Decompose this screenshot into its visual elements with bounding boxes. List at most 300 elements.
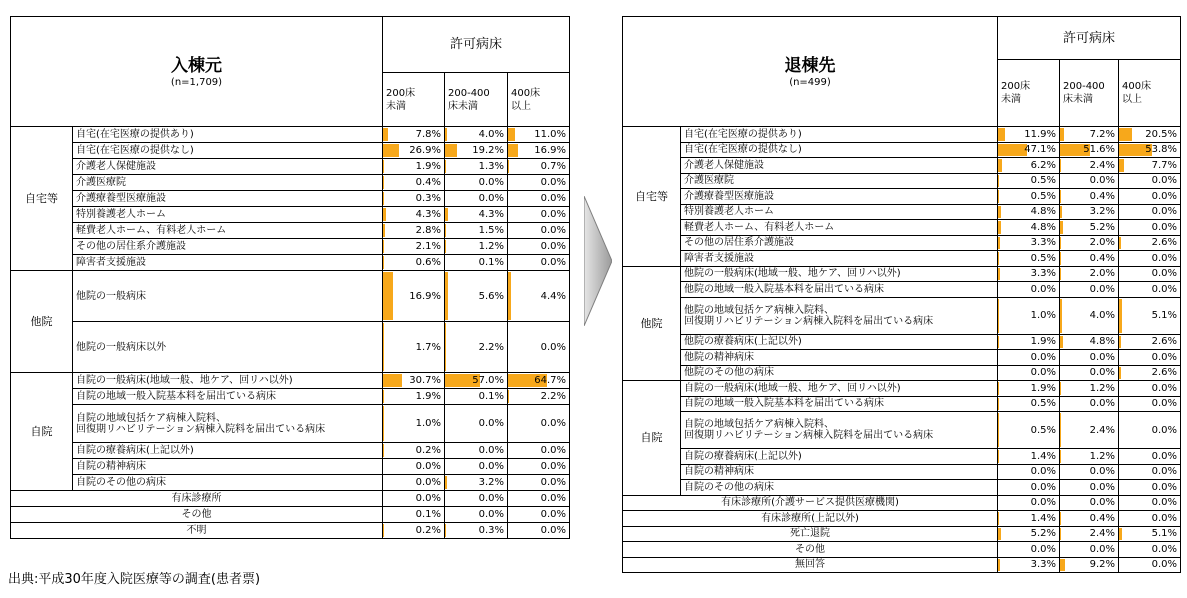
value-cell bbox=[383, 255, 445, 271]
value-cell bbox=[1060, 220, 1119, 236]
value-cell bbox=[1119, 235, 1181, 251]
value-bar bbox=[1060, 237, 1061, 250]
value-bar bbox=[1060, 336, 1063, 349]
value-text: 0.0% bbox=[415, 461, 441, 472]
value-bar bbox=[1119, 159, 1124, 172]
value-text: 19.2% bbox=[472, 145, 504, 156]
table-row bbox=[623, 412, 1181, 449]
row-label: 他院の一般病床以外 bbox=[73, 322, 383, 373]
value-text: 0.0% bbox=[540, 225, 566, 236]
value-cell bbox=[998, 350, 1060, 366]
value-cell bbox=[1119, 542, 1181, 558]
value-cell bbox=[383, 405, 445, 443]
value-cell bbox=[383, 389, 445, 405]
value-bar bbox=[383, 208, 386, 221]
value-cell bbox=[508, 459, 570, 475]
value-cell bbox=[998, 495, 1060, 511]
row-label: 他院の一般病床(地域一般、地ケア、回リハ以外) bbox=[681, 266, 998, 282]
row-label: 自宅(在宅医療の提供あり) bbox=[681, 127, 998, 143]
value-cell bbox=[1119, 282, 1181, 298]
row-label: 障害者支援施設 bbox=[73, 255, 383, 271]
value-bar bbox=[998, 559, 1000, 572]
value-text: 0.5% bbox=[1030, 175, 1056, 187]
value-cell bbox=[998, 396, 1060, 412]
row-label: 自院の療養病床(上記以外) bbox=[73, 443, 383, 459]
value-bar bbox=[998, 450, 999, 463]
row-label: 無回答 bbox=[623, 557, 998, 573]
value-cell bbox=[383, 507, 445, 523]
value-cell bbox=[1119, 381, 1181, 397]
value-cell bbox=[1060, 480, 1119, 496]
value-text: 0.0% bbox=[540, 418, 566, 429]
value-text: 1.3% bbox=[478, 161, 504, 172]
value-cell bbox=[383, 127, 445, 143]
value-text: 1.5% bbox=[478, 225, 504, 236]
table-row bbox=[11, 443, 570, 459]
value-bar bbox=[383, 390, 384, 403]
value-cell bbox=[998, 557, 1060, 573]
value-bar bbox=[1119, 367, 1121, 380]
table-row bbox=[11, 143, 570, 159]
value-cell bbox=[508, 475, 570, 491]
row-label: 介護医療院 bbox=[681, 173, 998, 189]
table-row bbox=[11, 239, 570, 255]
value-text: 11.0% bbox=[534, 129, 566, 140]
value-text: 0.0% bbox=[1089, 367, 1115, 379]
value-cell bbox=[383, 491, 445, 507]
value-text: 4.0% bbox=[1089, 310, 1115, 321]
value-bar bbox=[445, 323, 446, 371]
inflow-header bbox=[11, 17, 383, 127]
value-cell bbox=[508, 322, 570, 373]
value-text: 0.7% bbox=[540, 161, 566, 172]
value-bar bbox=[1060, 528, 1061, 541]
value-cell bbox=[1060, 235, 1119, 251]
value-text: 2.2% bbox=[478, 341, 504, 353]
value-cell bbox=[383, 223, 445, 239]
value-cell bbox=[508, 127, 570, 143]
value-text: 1.9% bbox=[1030, 336, 1056, 348]
value-text: 1.4% bbox=[1030, 512, 1056, 524]
row-label: 有床診療所(上記以外) bbox=[623, 511, 998, 527]
row-label: 軽費老人ホーム、有料老人ホーム bbox=[73, 223, 383, 239]
value-text: 4.3% bbox=[415, 209, 441, 220]
value-text: 0.0% bbox=[1089, 398, 1115, 410]
inflow-title: 入棟元 bbox=[171, 56, 222, 76]
value-cell bbox=[1119, 297, 1181, 334]
value-cell bbox=[1060, 526, 1119, 542]
value-cell bbox=[1119, 449, 1181, 465]
value-bar bbox=[998, 128, 1005, 141]
value-text: 4.4% bbox=[540, 290, 566, 302]
value-cell bbox=[445, 191, 508, 207]
value-cell bbox=[998, 297, 1060, 334]
value-text: 0.0% bbox=[1151, 466, 1177, 478]
value-text: 5.2% bbox=[1089, 221, 1115, 233]
value-text: 0.0% bbox=[478, 509, 504, 520]
source-note: 出典:平成30年度入院医療等の調査(患者票) bbox=[8, 572, 261, 587]
outflow-col-2: 200-400 床未満 bbox=[1060, 60, 1119, 127]
value-cell bbox=[383, 191, 445, 207]
value-text: 0.2% bbox=[415, 445, 441, 456]
outflow-col-1: 200床 未満 bbox=[998, 60, 1060, 127]
row-label: 自院の精神病床 bbox=[73, 459, 383, 475]
row-label: 自院の地域一般入院基本料を届出ている病床 bbox=[73, 389, 383, 405]
value-cell bbox=[508, 255, 570, 271]
value-bar bbox=[508, 128, 515, 141]
value-cell bbox=[998, 127, 1060, 143]
row-label: 他院の地域一般入院基本料を届出ている病床 bbox=[681, 282, 998, 298]
value-text: 1.9% bbox=[415, 161, 441, 172]
value-text: 3.3% bbox=[1030, 237, 1056, 249]
value-text: 4.8% bbox=[1030, 221, 1056, 233]
value-text: 47.1% bbox=[1024, 144, 1056, 156]
value-cell bbox=[1119, 251, 1181, 267]
table-row bbox=[11, 389, 570, 405]
table-row bbox=[11, 523, 570, 539]
value-cell bbox=[1060, 511, 1119, 527]
table-row bbox=[11, 459, 570, 475]
value-cell bbox=[383, 475, 445, 491]
value-cell bbox=[1060, 464, 1119, 480]
group-label: 自宅等 bbox=[11, 127, 73, 271]
row-label: 特別養護老人ホーム bbox=[73, 207, 383, 223]
value-bar bbox=[383, 272, 393, 320]
inflow-n: (n=1,709) bbox=[170, 77, 223, 88]
value-cell bbox=[445, 223, 508, 239]
value-cell bbox=[383, 373, 445, 389]
value-cell bbox=[998, 251, 1060, 267]
value-text: 53.8% bbox=[1145, 144, 1177, 156]
value-cell bbox=[445, 507, 508, 523]
value-text: 0.0% bbox=[1151, 424, 1177, 436]
table-row bbox=[11, 175, 570, 191]
value-text: 11.9% bbox=[1024, 128, 1056, 140]
value-cell bbox=[1119, 526, 1181, 542]
value-cell bbox=[445, 143, 508, 159]
value-cell bbox=[508, 405, 570, 443]
value-bar bbox=[383, 240, 384, 253]
value-text: 3.3% bbox=[1030, 268, 1056, 280]
value-cell bbox=[998, 266, 1060, 282]
outflow-header bbox=[623, 17, 998, 127]
value-bar bbox=[1119, 237, 1121, 250]
value-cell bbox=[445, 159, 508, 175]
value-text: 5.1% bbox=[1151, 310, 1177, 321]
value-bar bbox=[998, 159, 1002, 172]
value-cell bbox=[508, 223, 570, 239]
table-row bbox=[623, 542, 1181, 558]
value-text: 3.3% bbox=[1030, 559, 1056, 571]
value-bar bbox=[445, 128, 447, 141]
arrow-icon bbox=[584, 196, 612, 326]
value-bar bbox=[1060, 382, 1061, 395]
value-bar bbox=[383, 323, 384, 371]
value-cell bbox=[508, 271, 570, 322]
value-cell bbox=[383, 322, 445, 373]
row-label: 自院のその他の病床 bbox=[681, 480, 998, 496]
value-text: 0.0% bbox=[1089, 481, 1115, 493]
value-cell bbox=[1119, 480, 1181, 496]
value-text: 0.5% bbox=[1030, 190, 1056, 202]
value-text: 0.0% bbox=[540, 209, 566, 220]
value-cell bbox=[1060, 282, 1119, 298]
value-text: 64.7% bbox=[534, 375, 566, 386]
value-bar bbox=[383, 224, 385, 237]
row-label: 介護療養型医療施設 bbox=[73, 191, 383, 207]
table-row bbox=[11, 373, 570, 389]
value-bar bbox=[508, 272, 511, 320]
value-cell bbox=[1119, 557, 1181, 573]
value-cell bbox=[998, 220, 1060, 236]
value-cell bbox=[998, 526, 1060, 542]
value-text: 0.1% bbox=[478, 391, 504, 402]
value-cell bbox=[1119, 511, 1181, 527]
value-cell bbox=[383, 207, 445, 223]
value-cell bbox=[383, 143, 445, 159]
table-row bbox=[623, 449, 1181, 465]
value-text: 2.4% bbox=[1089, 159, 1115, 171]
table-row bbox=[11, 223, 570, 239]
row-label: 軽費老人ホーム、有料老人ホーム bbox=[681, 220, 998, 236]
value-cell bbox=[508, 159, 570, 175]
table-row bbox=[623, 173, 1181, 189]
table-row bbox=[623, 297, 1181, 334]
inflow-permit-header: 許可病床 bbox=[383, 17, 570, 73]
row-label: 特別養護老人ホーム bbox=[681, 204, 998, 220]
row-label: その他の居住系介護施設 bbox=[73, 239, 383, 255]
value-cell bbox=[1119, 412, 1181, 449]
value-text: 1.2% bbox=[1089, 450, 1115, 462]
value-text: 0.0% bbox=[540, 461, 566, 472]
value-cell bbox=[1060, 350, 1119, 366]
value-cell bbox=[1060, 396, 1119, 412]
value-cell bbox=[998, 282, 1060, 298]
value-text: 2.8% bbox=[415, 225, 441, 236]
value-cell bbox=[383, 523, 445, 539]
value-text: 0.6% bbox=[415, 257, 441, 268]
inflow-col-1: 200床 未満 bbox=[383, 73, 445, 127]
value-cell bbox=[1060, 495, 1119, 511]
value-text: 0.4% bbox=[1089, 252, 1115, 264]
value-text: 0.0% bbox=[478, 493, 504, 504]
value-bar bbox=[1119, 299, 1122, 333]
value-text: 0.0% bbox=[1030, 283, 1056, 295]
table-row bbox=[623, 526, 1181, 542]
value-text: 5.2% bbox=[1030, 528, 1056, 540]
value-text: 1.9% bbox=[415, 391, 441, 402]
table-row bbox=[623, 557, 1181, 573]
value-text: 0.4% bbox=[1089, 190, 1115, 202]
value-cell bbox=[445, 373, 508, 389]
table-row bbox=[623, 220, 1181, 236]
value-cell bbox=[383, 239, 445, 255]
row-label: 自院の地域包括ケア病棟入院料、 回復期リハビリテーション病棟入院料を届出ている病床 bbox=[73, 405, 383, 443]
value-cell bbox=[1119, 204, 1181, 220]
value-text: 0.0% bbox=[1030, 351, 1056, 363]
value-cell bbox=[998, 235, 1060, 251]
value-text: 2.4% bbox=[1089, 528, 1115, 540]
outflow-table bbox=[622, 16, 1181, 573]
value-cell bbox=[1119, 334, 1181, 350]
table-row bbox=[11, 322, 570, 373]
value-bar bbox=[1060, 206, 1062, 219]
value-text: 0.0% bbox=[540, 241, 566, 252]
row-label: 他院の地域包括ケア病棟入院料、 回復期リハビリテーション病棟入院料を届出ている病床 bbox=[681, 297, 998, 334]
value-cell bbox=[508, 239, 570, 255]
value-text: 0.0% bbox=[1030, 367, 1056, 379]
value-text: 2.4% bbox=[1089, 424, 1115, 436]
value-cell bbox=[508, 191, 570, 207]
value-cell bbox=[508, 443, 570, 459]
value-cell bbox=[445, 175, 508, 191]
row-label: 介護老人保健施設 bbox=[681, 158, 998, 174]
row-label: その他の居住系介護施設 bbox=[681, 235, 998, 251]
value-cell bbox=[445, 322, 508, 373]
row-label: 自院の療養病床(上記以外) bbox=[681, 449, 998, 465]
value-bar bbox=[508, 144, 518, 157]
value-text: 2.6% bbox=[1151, 367, 1177, 379]
value-cell bbox=[998, 412, 1060, 449]
value-cell bbox=[1119, 173, 1181, 189]
table-row bbox=[623, 142, 1181, 158]
value-cell bbox=[998, 204, 1060, 220]
value-cell bbox=[1119, 266, 1181, 282]
table-row bbox=[623, 464, 1181, 480]
value-cell bbox=[998, 173, 1060, 189]
value-cell bbox=[508, 523, 570, 539]
table-row bbox=[11, 405, 570, 443]
value-bar bbox=[383, 128, 388, 141]
value-cell bbox=[1060, 381, 1119, 397]
value-cell bbox=[445, 239, 508, 255]
value-cell bbox=[1119, 396, 1181, 412]
value-text: 6.2% bbox=[1030, 159, 1056, 171]
value-cell bbox=[1119, 350, 1181, 366]
row-label: 自院の一般病床(地域一般、地ケア、回リハ以外) bbox=[681, 381, 998, 397]
value-cell bbox=[445, 523, 508, 539]
value-text: 0.0% bbox=[1151, 351, 1177, 363]
value-text: 0.0% bbox=[415, 493, 441, 504]
value-text: 0.0% bbox=[540, 257, 566, 268]
value-text: 0.0% bbox=[1089, 175, 1115, 187]
value-cell bbox=[445, 475, 508, 491]
value-text: 1.9% bbox=[1030, 382, 1056, 394]
value-text: 0.0% bbox=[540, 445, 566, 456]
value-cell bbox=[1060, 158, 1119, 174]
row-label: 不明 bbox=[11, 523, 383, 539]
value-text: 0.0% bbox=[415, 477, 441, 488]
value-cell bbox=[1060, 189, 1119, 205]
value-bar bbox=[445, 144, 457, 157]
value-cell bbox=[1119, 189, 1181, 205]
group-label: 他院 bbox=[11, 271, 73, 373]
table-row bbox=[623, 204, 1181, 220]
value-cell bbox=[998, 511, 1060, 527]
value-bar bbox=[1119, 336, 1121, 349]
table-row bbox=[623, 189, 1181, 205]
table-row bbox=[623, 158, 1181, 174]
value-text: 0.0% bbox=[1151, 190, 1177, 202]
value-bar bbox=[998, 268, 1000, 281]
value-text: 0.0% bbox=[1151, 512, 1177, 524]
table-row bbox=[623, 480, 1181, 496]
row-label: 介護医療院 bbox=[73, 175, 383, 191]
value-text: 0.0% bbox=[1030, 481, 1056, 493]
value-cell bbox=[1119, 158, 1181, 174]
table-row bbox=[11, 271, 570, 322]
value-text: 0.3% bbox=[478, 525, 504, 536]
value-bar bbox=[998, 299, 999, 333]
value-text: 0.0% bbox=[1151, 268, 1177, 280]
value-cell bbox=[1060, 542, 1119, 558]
value-text: 9.2% bbox=[1089, 559, 1115, 571]
value-text: 0.0% bbox=[1151, 450, 1177, 462]
row-label: 自院の一般病床(地域一般、地ケア、回リハ以外) bbox=[73, 373, 383, 389]
value-cell bbox=[998, 142, 1060, 158]
value-text: 0.0% bbox=[540, 477, 566, 488]
value-text: 4.0% bbox=[478, 129, 504, 140]
value-bar bbox=[383, 144, 399, 157]
table-row bbox=[623, 127, 1181, 143]
value-bar bbox=[1060, 559, 1065, 572]
value-cell bbox=[1060, 557, 1119, 573]
group-label: 他院 bbox=[623, 266, 681, 381]
outflow-col-3: 400床 以上 bbox=[1119, 60, 1181, 127]
value-text: 16.9% bbox=[534, 145, 566, 156]
value-cell bbox=[998, 334, 1060, 350]
value-cell bbox=[1119, 142, 1181, 158]
value-cell bbox=[998, 381, 1060, 397]
row-label: 自院の地域一般入院基本料を届出ている病床 bbox=[681, 396, 998, 412]
value-text: 1.2% bbox=[1089, 382, 1115, 394]
value-cell bbox=[383, 175, 445, 191]
value-text: 57.0% bbox=[472, 375, 504, 386]
value-text: 16.9% bbox=[409, 290, 441, 302]
value-cell bbox=[998, 365, 1060, 381]
row-label: その他 bbox=[11, 507, 383, 523]
value-text: 0.5% bbox=[1030, 252, 1056, 264]
table-row bbox=[11, 159, 570, 175]
value-cell bbox=[998, 449, 1060, 465]
value-cell bbox=[1119, 127, 1181, 143]
value-cell bbox=[998, 158, 1060, 174]
value-text: 0.0% bbox=[1089, 543, 1115, 555]
value-cell bbox=[508, 373, 570, 389]
value-cell bbox=[445, 271, 508, 322]
value-cell bbox=[1060, 449, 1119, 465]
value-text: 0.0% bbox=[1151, 252, 1177, 264]
row-label: 自院の精神病床 bbox=[681, 464, 998, 480]
group-label: 自院 bbox=[623, 381, 681, 496]
value-cell bbox=[1119, 464, 1181, 480]
value-cell bbox=[508, 491, 570, 507]
value-bar bbox=[445, 240, 446, 253]
row-label: 介護療養型医療施設 bbox=[681, 189, 998, 205]
row-label: 他院の一般病床 bbox=[73, 271, 383, 322]
value-text: 0.0% bbox=[1151, 283, 1177, 295]
value-text: 0.0% bbox=[478, 177, 504, 188]
value-text: 0.0% bbox=[540, 525, 566, 536]
value-text: 4.3% bbox=[478, 209, 504, 220]
value-text: 7.2% bbox=[1089, 128, 1115, 140]
value-text: 0.0% bbox=[1151, 497, 1177, 509]
row-label: 自院の地域包括ケア病棟入院料、 回復期リハビリテーション病棟入院料を届出ている病床 bbox=[681, 412, 998, 449]
value-text: 0.0% bbox=[540, 509, 566, 520]
value-bar bbox=[998, 528, 1001, 541]
row-label: 他院の精神病床 bbox=[681, 350, 998, 366]
value-text: 0.0% bbox=[478, 193, 504, 204]
